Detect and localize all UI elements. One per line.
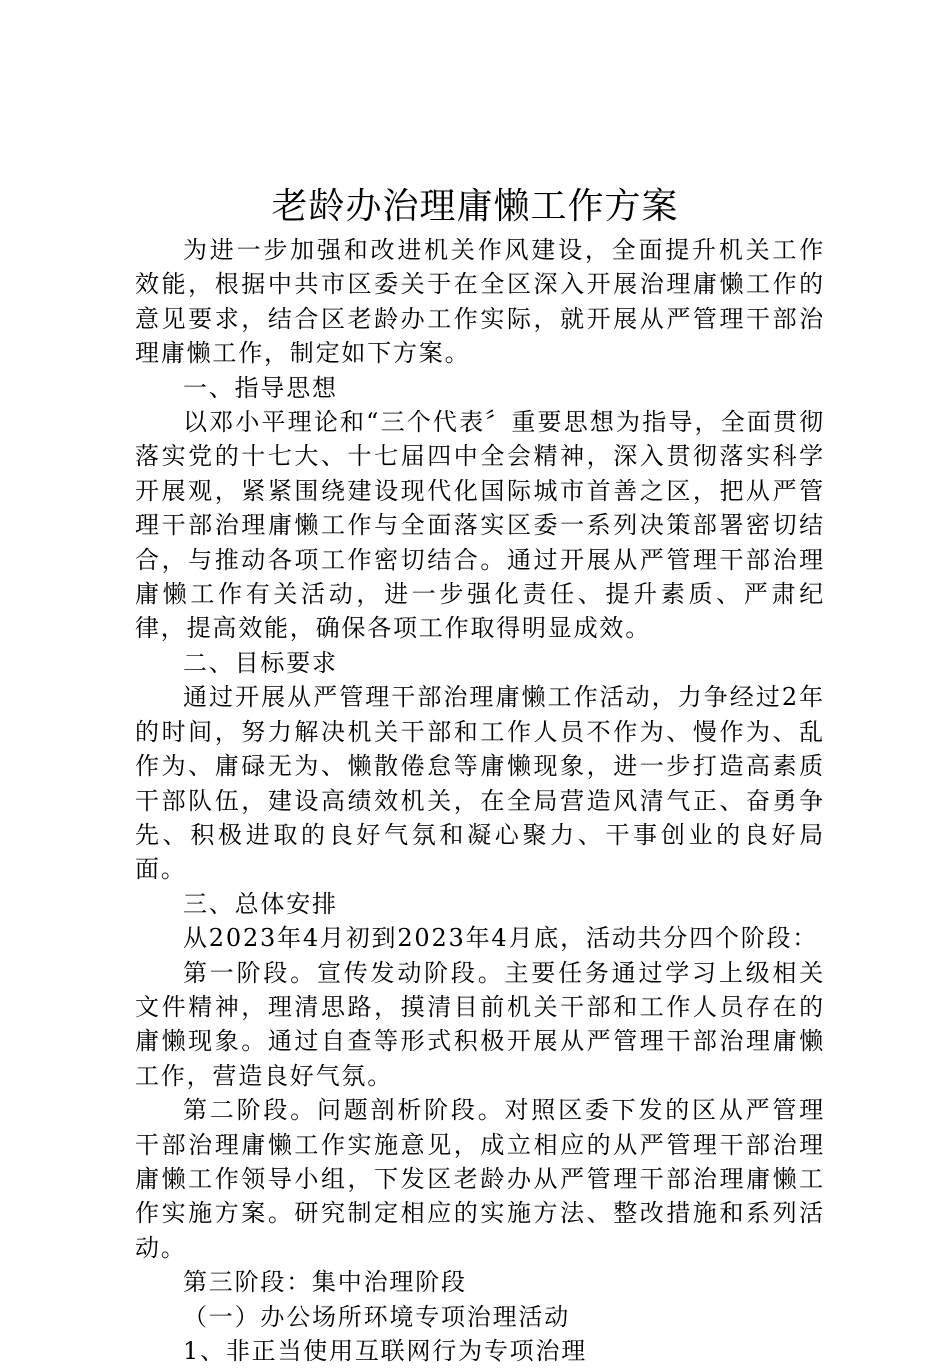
document-body: [135, 233, 825, 1368]
guiding-thought-paragraph: 以邓小平理论和“三个代表〞重要思想为指导，全面贯彻落实党的十七大、十七届四中全会精神，深入贯彻落实科学开展观，紧紧围绕建设现代化国际城市首善之区，把从严管理干部治理庸懒工作与全面落实区委一系列决策部署密切结合，与推动各项工作密切结合。通过开展从严管理干部治理庸懒工作有关活动，进一步强化责任、提升素质、严肃纪律，提高效能，确保各项工作取得明显成效。: [135, 408, 825, 643]
item-heading-internet-use: 1、非正当使用互联网行为专项治理: [183, 1337, 588, 1365]
subsection-heading-office-environment: （一）办公场所环境专项治理活动: [183, 1302, 570, 1331]
stage-two-paragraph: 第二阶段。问题剖析阶段。对照区委下发的区从严管理干部治理庸懒工作实施意见，成立相应的从严管理干部治理庸懒工作领导小组，下发区老龄办从严管理干部治理庸懒工作实施方案。研究制定相应的实施方法、整改措施和系列活动。: [135, 1096, 825, 1262]
arrangement-paragraph: 从2023年4月初到2023年4月底，活动共分四个阶段：: [183, 924, 819, 953]
stage-three-heading: 第三阶段：集中治理阶段: [183, 1268, 467, 1297]
stage-one-paragraph: 第一阶段。宣传发动阶段。主要任务通过学习上级相关文件精神，理清思路，摸清目前机关干部和工作人员存在的庸懒现象。通过自查等形式积极开展从严管理干部治理庸懒工作，营造良好气氛。: [135, 958, 825, 1090]
intro-paragraph: 为进一步加强和改进机关作风建设，全面提升机关工作效能，根据中共市区委关于在全区深入开展治理庸懒工作的意见要求，结合区老龄办工作实际，就开展从严管理干部治理庸懒工作，制定如下方案。: [135, 236, 825, 368]
section-heading-goals: 二、目标要求: [183, 648, 338, 677]
section-heading-guiding-thought: 一、指导思想: [183, 373, 338, 402]
section-heading-arrangement: 三、总体安排: [183, 889, 338, 918]
document-title: 老龄办治理庸懒工作方案: [271, 186, 679, 227]
goals-paragraph: 通过开展从严管理干部治理庸懒工作活动，力争经过2年的时间，努力解决机关干部和工作人员不作为、慢作为、乱作为、庸碌无为、懒散倦怠等庸懒现象，进一步打造高素质干部队伍，建设高绩效机关，在全局营造风清气正、奋勇争先、积极进取的良好气氛和凝心聚力、干事创业的良好局面。: [135, 683, 825, 884]
